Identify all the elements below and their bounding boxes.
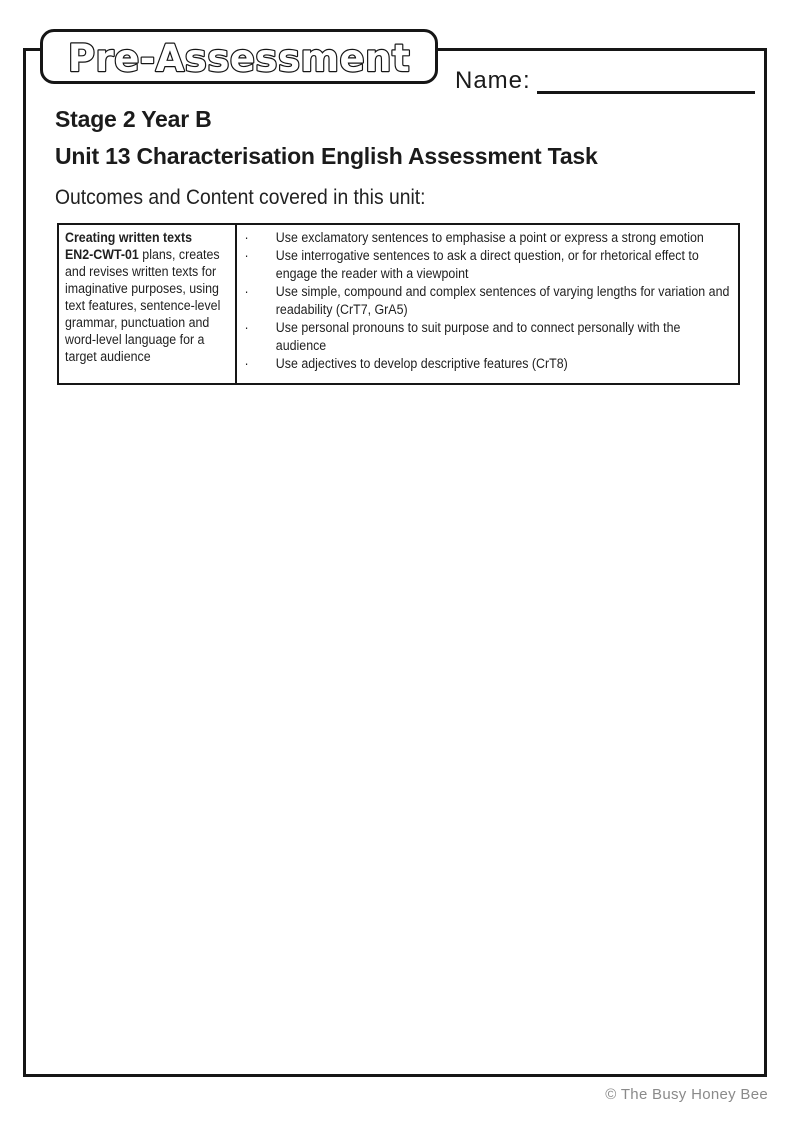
copyright-credit: © The Busy Honey Bee [605, 1086, 768, 1103]
name-blank-line [537, 70, 755, 94]
list-item [239, 283, 734, 319]
content-point: Use interrogative sentences to ask a direct question, or for rhetorical effect to engage the reader with a viewpoint [275, 248, 699, 281]
bullet-icon: · [244, 230, 249, 245]
name-label: Name: [455, 67, 531, 94]
content-points-list [239, 229, 734, 373]
bullet-icon: · [244, 284, 249, 299]
content-point: Use exclamatory sentences to emphasise a point or express a strong emotion [275, 230, 704, 245]
content-point: Use personal pronouns to suit purpose and to connect personally with the audience [275, 320, 681, 353]
bullet-icon: · [244, 356, 249, 371]
outcome-title: Creating written texts [65, 230, 192, 245]
list-item [239, 229, 734, 247]
name-field-row [455, 68, 755, 94]
bullet-icon: · [244, 248, 249, 263]
banner-title-text: Pre-Assessment [67, 36, 411, 80]
unit-heading: Unit 13 Characterisation English Assessment Task [55, 143, 598, 169]
outcome-cell [59, 225, 237, 383]
pre-assessment-banner [40, 29, 438, 84]
list-item [239, 247, 734, 283]
content-points-cell [237, 225, 738, 383]
list-item [239, 319, 734, 355]
content-point: Use simple, compound and complex sentences of varying lengths for variation and readability (CrT7, GrA5) [275, 284, 730, 317]
bullet-icon: · [244, 320, 249, 335]
stage-heading: Stage 2 Year B [55, 106, 212, 132]
content-point: Use adjectives to develop descriptive features (CrT8) [275, 356, 568, 371]
bubble-title-graphic [46, 33, 432, 81]
list-item [239, 355, 734, 373]
outcomes-intro-text: Outcomes and Content covered in this unit: [55, 186, 426, 209]
outcomes-table [57, 223, 740, 385]
outcome-description: plans, creates and revises written texts for imaginative purposes, using text features, sentence-level grammar, punctuation and word-level language for a target audience [65, 247, 221, 364]
outcome-code: EN2-CWT-01 [65, 247, 139, 262]
